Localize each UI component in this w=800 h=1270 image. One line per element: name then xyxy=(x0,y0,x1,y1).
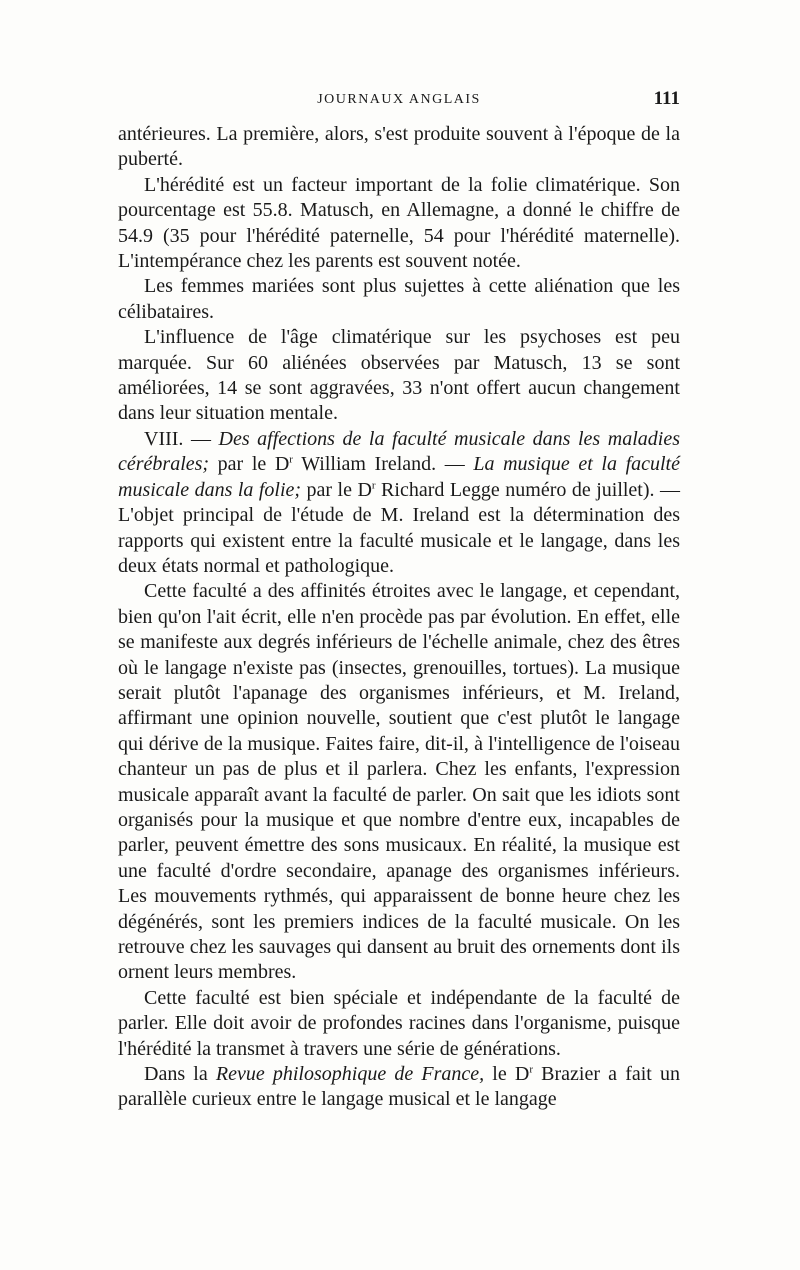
paragraph: antérieures. La première, alors, s'est produite souvent à l'époque de la puberté. xyxy=(118,123,680,171)
journal-title: Revue philosophique de France, xyxy=(215,1063,485,1086)
paragraph: Cette faculté est bien spéciale et indépendante de la faculté de parler. Elle doit avoir de profondes racines dans l'organisme, puisque l'hérédité la transmet à travers une série de générations. xyxy=(118,986,680,1060)
text-run: le D xyxy=(484,1063,530,1086)
text-run: Dans la xyxy=(144,1063,216,1086)
superscript: r xyxy=(371,479,376,492)
body-text xyxy=(118,122,680,1113)
paragraph: L'hérédité est un facteur important de la folie climatérique. Son pourcentage est 55.8. Matusch, en Allemagne, a donné le chiffre de 54.9 (35 pour l'hérédité paternelle, 54 pour l'hérédité maternelle). L'intempérance chez les parents est souvent notée. xyxy=(118,173,680,273)
page-number: 111 xyxy=(653,88,680,109)
running-title: JOURNAUX ANGLAIS xyxy=(317,92,481,107)
paragraph-section-viii xyxy=(118,427,680,579)
paragraph: Les femmes mariées sont plus sujettes à cette aliénation que les célibataires. xyxy=(118,275,680,323)
text-run: William Ireland. — xyxy=(292,453,474,476)
page-header xyxy=(118,88,680,118)
paragraph-brazier xyxy=(118,1062,680,1113)
superscript: r xyxy=(529,1063,533,1076)
superscript: r xyxy=(289,453,293,466)
article-title-legge: La musique et la faculté musicale dans la folie; xyxy=(118,453,680,501)
text-run: par le D xyxy=(209,453,290,476)
text-run: Brazier a fait un parallèle curieux entre le langage musical et le langage xyxy=(118,1063,680,1111)
text-run: Richard Legge numéro de juillet). — L'objet principal de l'étude de M. Ireland est la détermination des rapports qui existent entre la faculté musicale et le langage, dans les deux états normal et pathologique. xyxy=(118,478,680,577)
section-number: VIII. — xyxy=(144,427,219,450)
paragraph: L'influence de l'âge climatérique sur les psychoses est peu marquée. Sur 60 aliénées observées par Matusch, 13 se sont améliorées, 14 se sont aggravées, 33 n'ont offert aucun changement dans leur situation mentale. xyxy=(118,326,680,425)
paragraph: Cette faculté a des affinités étroites avec le langage, et cependant, bien qu'on l'ait écrit, elle n'en procède pas par évolution. En effet, elle se manifeste aux degrés inférieurs de l'échelle animale, chez des êtres où le langage n'existe pas (insectes, grenouilles, tortues). La musique serait plutôt l'apanage des organismes inférieurs, et M. Ireland, affirmant une opinion nouvelle, soutient que c'est plutôt le langage qui dérive de la musique. Faites faire, dit-il, à l'intelligence de l'oiseau chanteur un pas de plus et il parlera. Chez les enfants, l'expression musicale apparaît avant la faculté de parler. On sait que les idiots sont organisés pour la musique et que nombre d'entre eux, incapables de parler, peuvent émettre des sons musicaux. En réalité, la musique est une faculté d'ordre secondaire, apanage des organismes inférieurs. Les mouvements rythmés, qui apparaissent de bonne heure chez les dégénérés, sont les premiers indices de la faculté musicale. On les retrouve chez les sauvages qui dansent au bruit des ornements dont ils ornent leurs membres. xyxy=(118,580,680,984)
text-run: par le D xyxy=(301,478,372,501)
article-title-ireland: Des affections de la faculté musicale dans les maladies cérébrales; xyxy=(118,427,680,476)
